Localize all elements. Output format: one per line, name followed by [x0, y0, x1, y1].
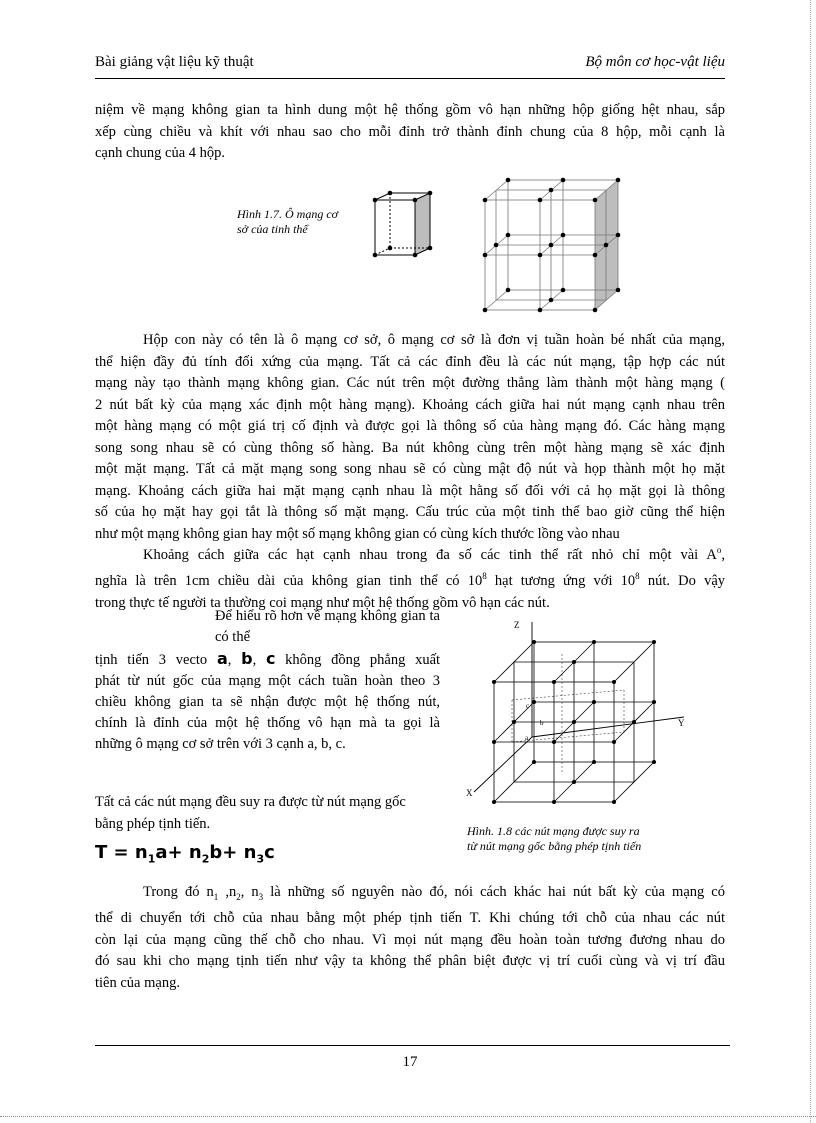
para3-line-2: nghĩa là trên 1cm chiều dài của không gian tinh thể có $10^8$ hạt tương ứng với $10^8$ nút. Do vậy: [95, 571, 726, 590]
para6-line-1: Trong đó $n_1$ $,n_2$, $n_3$ là những số nguyên nào đó, nói cách khác hai nút bất kỳ của mạng có: [143, 884, 725, 902]
footer-divider: [95, 1045, 730, 1046]
unit-cell-cube-figure: [365, 190, 445, 275]
para6-line-2: thể di chuyển tới chỗ của nhau bằng một phép tịnh tiến T. Khi chúng tới chỗ của nhau các nút: [95, 910, 725, 927]
fig18-caption-line-2: từ nút mạng gốc bằng phép tịnh tiến: [467, 839, 642, 853]
axis-x-label: X: [466, 788, 473, 798]
fig17-caption-line-1: Hình 1.7. Ô mạng cơ: [237, 207, 339, 221]
para1-line-2: xếp cùng chiều và khít với nhau sao cho mỗi đỉnh trở thành đỉnh chung của 8 hộp, mỗi cạnh là: [95, 123, 725, 140]
edge-c-label: c: [526, 702, 530, 710]
para4-line-5: chính là đỉnh của một hệ thống vô hạn mà ta gọi là: [95, 715, 440, 731]
page-number: 17: [402, 1054, 418, 1070]
header-right-title: Bộ môn cơ học-vật liệu: [585, 54, 725, 70]
para3-line-3: trong thực tế người ta thường coi mạng như một hệ thống gồm vô hạn các nút.: [95, 594, 550, 611]
paragraph-6: [95, 882, 725, 994]
vector-c: c: [265, 649, 276, 668]
figure-1-7-caption: [237, 207, 377, 237]
para4-line-3: phát từ nút gốc của mạng một cách tuần hoàn theo 3: [95, 673, 440, 689]
translation-formula: $T = n_1a+ n_2b+ n_3c$: [95, 842, 275, 866]
fig18-caption-line-1: Hình. 1.8 các nút mạng được suy ra: [467, 824, 640, 838]
page-right-border: [810, 0, 811, 1123]
paragraph-4: [95, 606, 440, 755]
vector-b: b: [241, 649, 253, 668]
para2-line-7: một mặt mạng. Tất cả mặt mạng song song nhau sẽ có cùng mật độ nút và họp thành một họ mặt: [95, 461, 725, 477]
para2-line-4: 2 nút bất kỳ của mạng xác định một hàng mạng). Khoảng cách giữa hai nút mạng cạnh nhau trên: [95, 396, 725, 413]
vector-a: a: [216, 649, 228, 668]
header-divider: [95, 78, 725, 79]
para2-line-5: một hàng mạng có một giá trị cố định và được gọi là thông số của hàng mạng đó. Các hàng mạng: [95, 418, 725, 434]
para2-line-9: số của họ mặt hay gọi tắt là thông số mặt mạng. Cấu trúc của một tinh thể bao giờ cũng thể hiện: [95, 504, 725, 520]
para6-line-5: tiên của mạng.: [95, 974, 180, 991]
para2-line-1: Hộp con này có tên là ô mạng cơ sở, ô mạng cơ sở là đơn vị tuần hoàn bé nhất của mạng,: [143, 332, 725, 348]
edge-b-label: b: [540, 719, 544, 727]
para4-line-4: chiều không gian ta sẽ nhận được một hệ thống nút,: [95, 694, 440, 710]
para2-line-10: như một mạng không gian hay một số mạng không gian có cùng kích thước lồng vào nhau: [95, 525, 620, 542]
paragraph-2: [95, 330, 725, 545]
para4-line-1: Để hiểu rõ hơn về mạng không gian ta có thể: [215, 608, 440, 645]
para4-line-6: những ô mạng cơ sở trên với 3 cạnh a, b, c.: [95, 736, 346, 752]
page-bottom-border: [0, 1116, 816, 1117]
header-left-title: Bài giảng vật liệu kỹ thuật: [95, 54, 254, 70]
para5-line-2: bằng phép tịnh tiến.: [95, 815, 211, 832]
para2-line-6: song song nhau sẽ có cùng thông số hàng. Ba nút không cùng trên một hàng mạng sẽ xác định: [95, 439, 725, 456]
para2-line-2: thể hiện đầy đủ tính đối xứng của mạng. Tất cả các đỉnh đều là các nút mạng, tập hợp các nút: [95, 353, 725, 370]
para5-line-1: Tất cả các nút mạng đều suy ra được từ nút mạng gốc: [95, 794, 406, 810]
para4-line-2: tịnh tiến 3 vecto a, b, c không đồng phẳng xuất: [95, 649, 441, 668]
para1-line-3: cạnh chung của 4 hộp.: [95, 145, 226, 161]
axis-z-label: Z: [514, 620, 520, 630]
paragraph-5: [95, 792, 455, 835]
figure-1-8-caption: [467, 824, 707, 854]
lattice-axes-figure: [462, 612, 702, 812]
paragraph-3: [95, 540, 725, 614]
paragraph-1: [95, 100, 725, 165]
para2-line-8: mạng. Khoảng cách giữa hai mặt mạng cạnh nhau là một hằng số đối với cả họ mặt gọi là thông: [95, 482, 725, 499]
para2-line-3: mạng này tạo thành mạng không gian. Các nút trên một đường thẳng làm thành một hàng mạng (: [95, 375, 725, 391]
para3-line-1: Khoảng cách giữa các hạt cạnh nhau trong đa số các tinh thể rất nhỏ chỉ một vài $A^o$,: [143, 545, 725, 563]
para6-line-3: còn lại của mạng cũng thế chỗ cho nhau. Vì mọi nút mạng đều hoàn toàn tương đương nhau do: [95, 931, 725, 948]
fig17-caption-line-2: sở của tinh thể: [237, 222, 308, 236]
edge-a-label: a: [525, 734, 529, 742]
para6-line-4: đó sau khi cho mạng tịnh tiến như vậy ta không thể phân biệt được vị trí cuối cùng và vị trí đầu: [95, 953, 725, 970]
lattice-figure: [480, 170, 630, 330]
axis-y-label: Y: [678, 718, 685, 728]
para1-line-1: niệm về mạng không gian ta hình dung một hệ thống gồm vô hạn những hộp giống hệt nhau, sắp: [95, 102, 725, 118]
